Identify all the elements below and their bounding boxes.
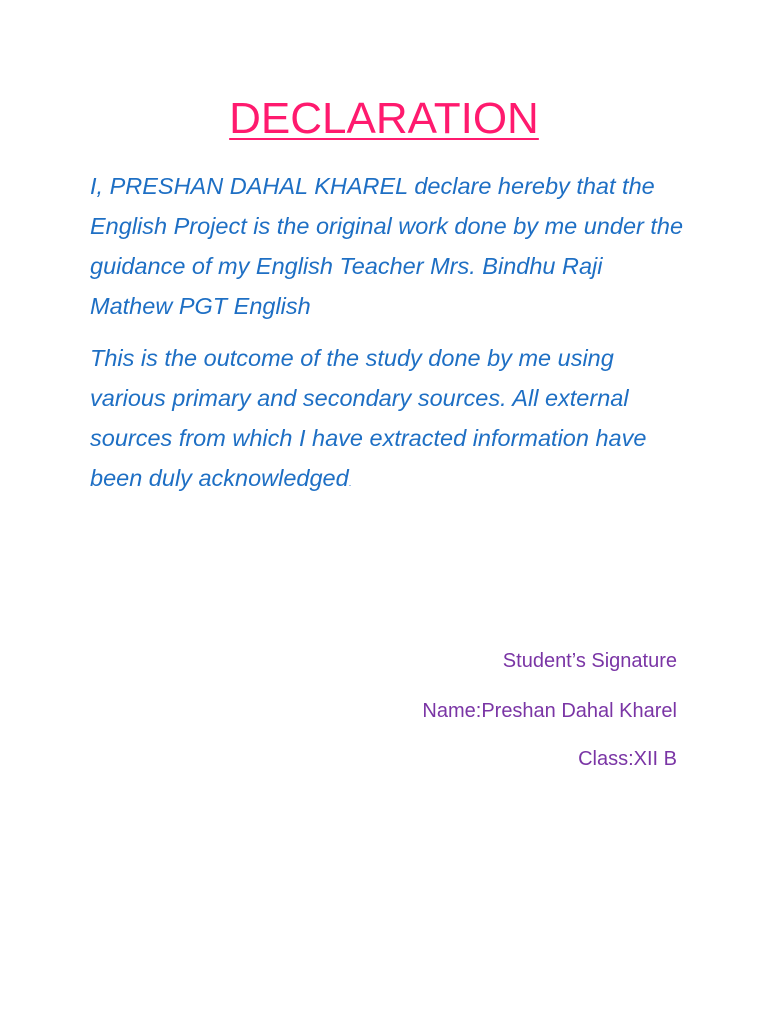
- student-name: Name:Preshan Dahal Kharel: [422, 700, 677, 722]
- sources-paragraph-text: This is the outcome of the study done by me using various primary and secondary sources. All external sources from which I have extracted information have been duly acknowledged: [90, 345, 647, 491]
- declaration-paragraph-text: I, PRESHAN DAHAL KHAREL declare hereby that the English Project is the original work done by me under the guidance of my English Teacher Mrs. Bindhu Raji Mathew PGT English: [90, 173, 684, 319]
- sources-paragraph-period: .: [348, 478, 352, 488]
- document-title: DECLARATION: [229, 94, 539, 143]
- sources-paragraph: [90, 338, 690, 503]
- declaration-paragraph: [90, 166, 690, 326]
- student-class: Class:XII B: [578, 748, 677, 770]
- signature-label: Student’s Signature: [502, 650, 677, 672]
